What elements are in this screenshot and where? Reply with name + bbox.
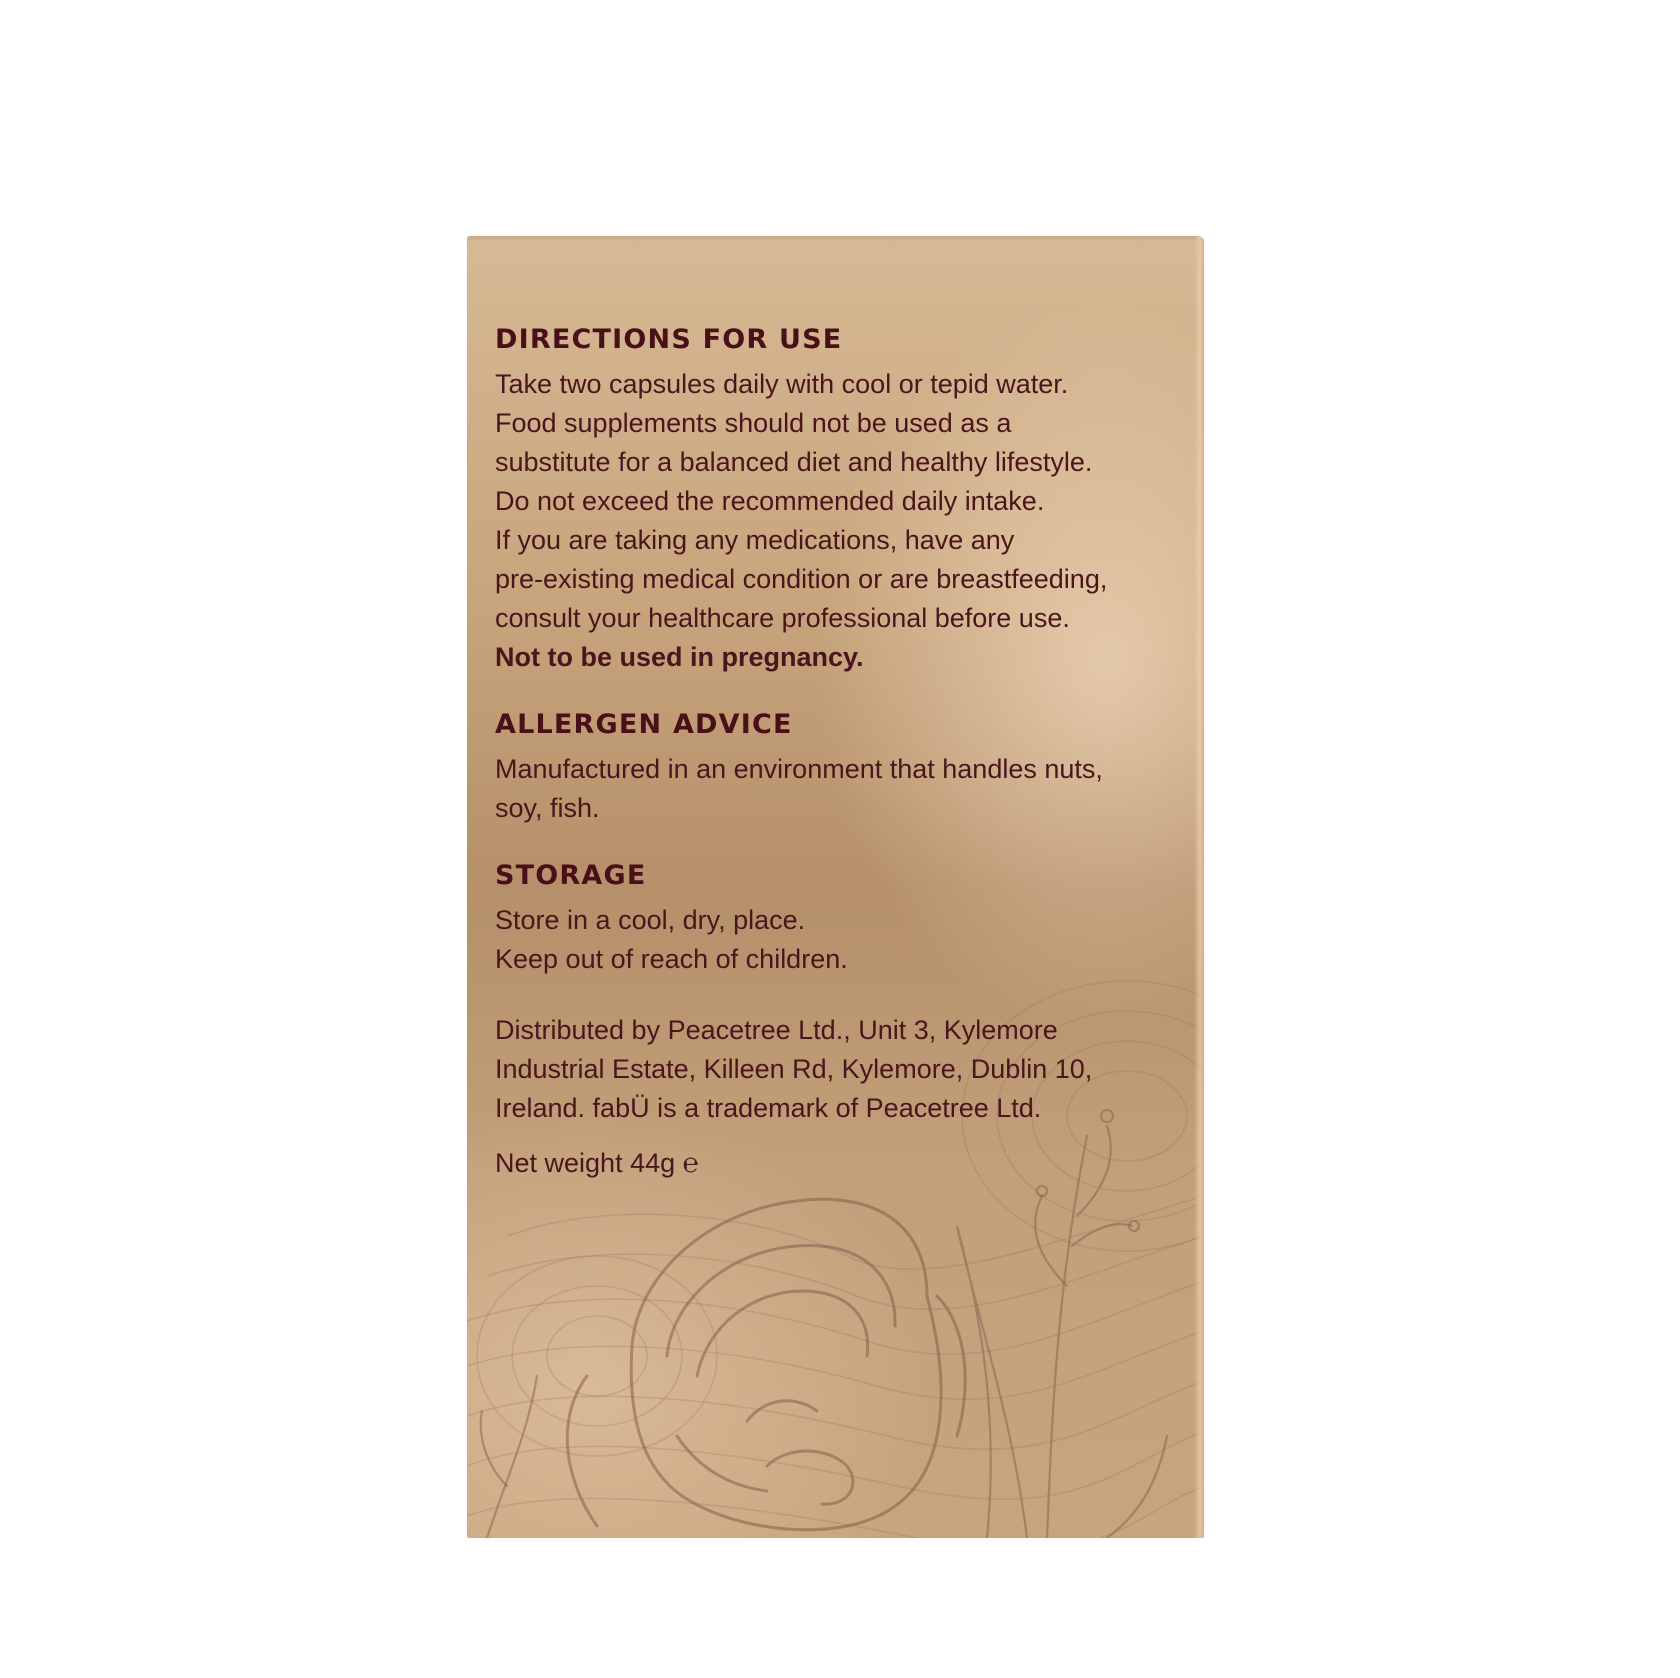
- directions-line: substitute for a balanced diet and healthy lifestyle.: [495, 447, 1093, 477]
- net-weight: Net weight 44g ℮: [495, 1148, 699, 1178]
- directions-line: Food supplements should not be used as a: [495, 408, 1012, 438]
- directions-line: If you are taking any medications, have any: [495, 525, 1015, 555]
- distributor-line: Industrial Estate, Killeen Rd, Kylemore, Dublin 10,: [495, 1054, 1093, 1084]
- directions-line: consult your healthcare professional before use.: [495, 603, 1070, 633]
- allergen-heading: ALLERGEN ADVICE: [495, 709, 793, 740]
- directions-line: Take two capsules daily with cool or tepid water.: [495, 369, 1069, 399]
- distributor-line: Ireland. fabÜ is a trademark of Peacetree Ltd.: [495, 1093, 1042, 1123]
- storage-line: Store in a cool, dry, place.: [495, 905, 806, 935]
- distributor-line: Distributed by Peacetree Ltd., Unit 3, Kylemore: [495, 1015, 1058, 1045]
- directions-heading: DIRECTIONS FOR USE: [495, 324, 843, 355]
- storage-heading: STORAGE: [495, 860, 647, 891]
- allergen-line: soy, fish.: [495, 793, 600, 823]
- product-box-back-panel: [467, 236, 1204, 1538]
- pregnancy-warning: Not to be used in pregnancy.: [495, 642, 864, 672]
- label-text-block: [495, 324, 1175, 1183]
- storage-line: Keep out of reach of children.: [495, 944, 848, 974]
- directions-line: Do not exceed the recommended daily intake.: [495, 486, 1045, 516]
- allergen-line: Manufactured in an environment that handles nuts,: [495, 754, 1103, 784]
- directions-line: pre-existing medical condition or are breastfeeding,: [495, 564, 1108, 594]
